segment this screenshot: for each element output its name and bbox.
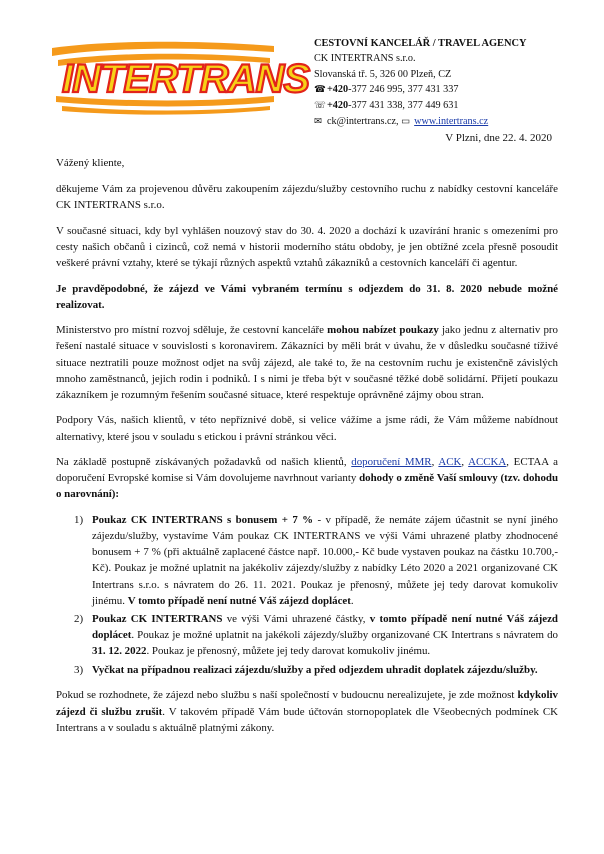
phone-icon: ☎ <box>314 84 326 95</box>
paragraph-support: Podpory Vás, našich klientů, v této nepříznivé době, si velice vážíme a jsme rádi, že Vám můžeme nabídnout alternativy, které jsou v souladu s etickou i právní stránkou věci. <box>56 414 558 443</box>
variants-text-bold: dohody o změně Vaší smlouvy (tzv. dohodu o narovnání): <box>56 472 559 501</box>
ministry-text-bold: mohou nabízet poukazy <box>327 324 439 337</box>
fax-numbers: -377 431 338, 377 449 631 <box>348 100 459 112</box>
sep-2: , <box>461 455 469 468</box>
fax-prefix: +420 <box>327 100 349 112</box>
list-item <box>56 662 558 678</box>
intertrans-logo <box>48 38 310 116</box>
variants-text-b: , ECTAA a doporučení Evropské komise si Vám dovolujeme navrhnout varianty <box>56 455 558 485</box>
option-number: 3) <box>74 663 84 676</box>
list-item <box>56 512 558 609</box>
phone-numbers: -377 246 995, 377 431 337 <box>348 83 459 95</box>
link-accka[interactable]: ACCKA <box>468 455 507 468</box>
company-fax <box>314 98 526 114</box>
phone-prefix: +420 <box>327 83 349 95</box>
cancel-text-c: . V takovém případě Vám bude účtován stornopoplatek dle Všeobecných podmínek CK Intertrans a v souladu s aktuálně platnými zákony. <box>56 705 558 734</box>
mail-icon: ✉ <box>314 117 322 128</box>
option-deadline: 31. 12. 2022 <box>92 645 147 658</box>
greeting: Vážený kliente, <box>56 157 125 169</box>
option-number: 2) <box>74 613 84 625</box>
company-phone <box>314 82 526 98</box>
option-text-mid: . Poukaz je možné uplatnit na jakékoli zájezdy/služby organizované CK Intertrans s návratem do <box>131 629 558 642</box>
option-number: 1) <box>74 513 84 526</box>
option-note: v tomto případě není nutné Váš zájezd doplácet <box>92 613 558 642</box>
paragraph-thanks: děkujeme Vám za projevenou důvěru zakoupením zájezdu/služby cestovního ruchu z nabídky cestovní kanceláře CK INTERTRANS s.r.o. <box>56 183 558 212</box>
options-list <box>56 512 558 678</box>
paragraph-variants <box>56 454 558 503</box>
letterhead <box>0 0 604 144</box>
fax-icon: ☏ <box>314 101 326 112</box>
ministry-text-c: jako jednu z alternativ pro řešení nastalé situace v souvislosti s koronavirem. Zákazníci by měli brát v úvahu, že v důsledku současné tíživé situace neztratili pouze možnost odjet na svůj zájezd, ale také to, že na cestovním ruchu je existenčně závislých mnoho zaměstnanců, jejich rodin i podniků. I s nimi je třeba být v současné těžké době solidární. Přijetí poukazu zákazníkem je rozumným řešením současné situace, které respektuje oprávněné zájmy obou stran. <box>56 324 558 401</box>
option-text: - v případě, že nemáte zájem účastnit se nyní jiného zájezdu/služby, vystavíme Vám poukaz CK INTERTRANS ve výši Vámi uhrazené platby zhodnocené bonusem + 7 % (při aktuálně zaplacené částce např. 10.000,- Kč bude vystaven poukaz na částku 10.700,- Kč). Poukaz je možné uplatnit na jakékoliv zájezdy/služby z nabídky Léto 2020 a 2021 organizované CK Intertrans s.r.o. s návratem do 26. 11. 2021. Poukaz je přenosný, můžete jej tedy darovat komukoliv jinému. <box>92 513 558 607</box>
sep-1: , <box>431 455 439 468</box>
option-text-end: . <box>350 594 354 607</box>
variants-text-a: Na základě postupně získávaných požadavků od našich klientů, <box>56 455 352 468</box>
paragraph-notice: Je pravděpodobné, že zájezd ve Vámi vybraném termínu s odjezdem do 31. 8. 2020 nebude možné realizovat. <box>56 282 558 311</box>
company-address: Slovanská tř. 5, 326 00 Plzeň, CZ <box>314 68 452 80</box>
paragraph-ministry <box>56 322 558 403</box>
link-mmr[interactable]: doporučení MMR <box>351 455 432 468</box>
intertrans-logo-image <box>48 38 310 116</box>
computer-icon: ▭ <box>401 117 411 128</box>
company-name: CK INTERTRANS s.r.o. <box>314 53 416 65</box>
company-email[interactable]: ck@intertrans.cz, <box>327 116 399 128</box>
company-heading: CESTOVNÍ KANCELÁŘ / TRAVEL AGENCY <box>314 38 527 49</box>
option-text-end: . Poukaz je přenosný, můžete jej tedy darovat komukoliv jinému. <box>146 645 431 658</box>
company-info <box>314 36 526 131</box>
option-title: Poukaz CK INTERTRANS s bonusem + 7 % <box>92 513 314 526</box>
company-web-link[interactable]: www.intertrans.cz <box>414 116 489 128</box>
paragraph-cancellation <box>56 687 558 736</box>
company-contact <box>314 114 526 130</box>
ministry-text-a: Ministerstvo pro místní rozvoj sděluje, že cestovní kanceláře <box>56 324 328 337</box>
svg-text:INTERTRANS: INTERTRANS <box>62 57 310 101</box>
option-title: Vyčkat na případnou realizaci zájezdu/služby a před odjezdem uhradit doplatek zájezdu/služby. <box>92 663 538 676</box>
list-item <box>56 611 558 660</box>
letter-date: V Plzni, dne 22. 4. 2020 <box>445 132 552 144</box>
option-note: V tomto případě není nutné Váš zájezd doplácet <box>127 594 351 607</box>
cancel-text-a: Pokud se rozhodnete, že zájezd nebo službu s naší společností v budoucnu nerealizujete, je zde možnost <box>56 689 518 702</box>
link-ack[interactable]: ACK <box>438 455 462 468</box>
cancel-text-bold: kdykoliv zájezd či službu zrušit <box>56 689 558 718</box>
paragraph-situation: V současné situaci, kdy byl vyhlášen nouzový stav do 30. 4. 2020 a dochází k uzavírání hranic s omezeními pro cesty našich občanů i cizinců, což nemá v historii moderního státu obdoby, je jen obtížné zcela přesně posoudit veškeré právní vztahy, které se týkají různých aspektů vztahů zákazníků a cestovních kanceláří či agentur. <box>56 224 558 270</box>
letter-body <box>56 155 558 745</box>
option-title: Poukaz CK INTERTRANS <box>92 613 223 625</box>
option-text: ve výši Vámi uhrazené částky, <box>222 613 370 625</box>
